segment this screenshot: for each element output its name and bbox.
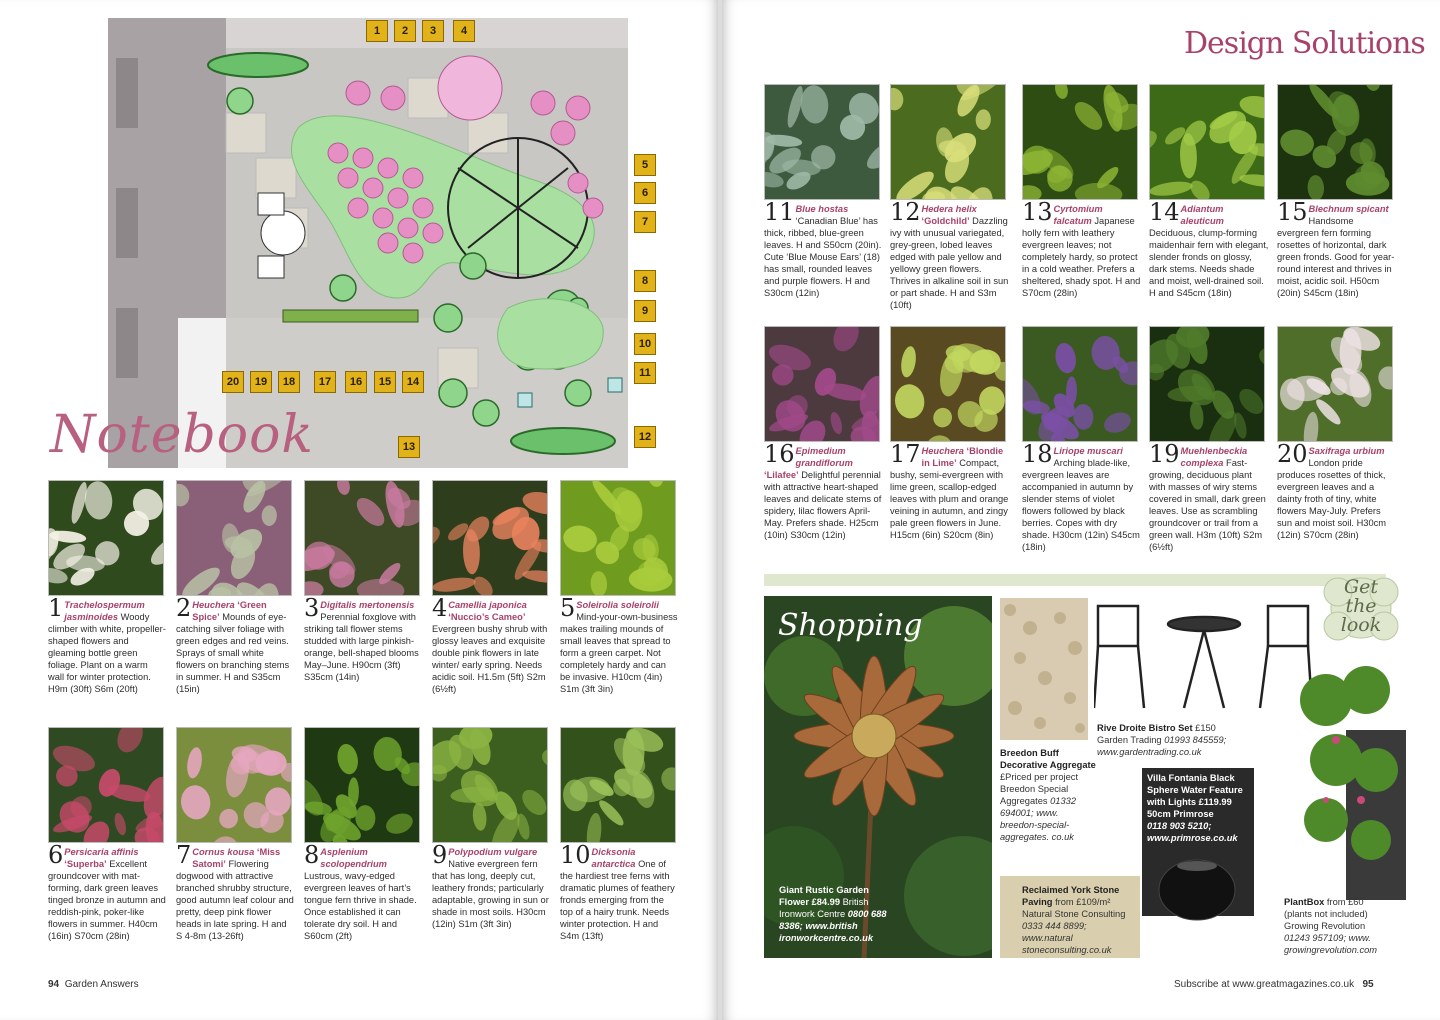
plan-marker: 15 — [374, 371, 396, 393]
plant-photo-art — [561, 728, 676, 843]
plant-latin-name: Cyrtomium falcatum — [1053, 204, 1103, 226]
product-caption-aggregate — [1000, 747, 1096, 843]
plant-photo-art — [433, 481, 548, 596]
plant-photo-art — [765, 85, 880, 200]
plant-latin-name: Blechnum spicant — [1308, 204, 1389, 214]
section-title-design-solutions: Design Solutions — [1184, 26, 1425, 61]
plant-number: 5 — [560, 594, 576, 622]
plant-photo-art — [49, 728, 164, 843]
plant-number: 1 — [48, 594, 64, 622]
plant-photo — [560, 727, 676, 843]
plant-latin-name: Soleirolia soleirolii — [576, 600, 659, 610]
plant-card — [890, 84, 1010, 311]
plant-number: 11 — [764, 198, 795, 226]
page-number: 95 — [1362, 979, 1374, 990]
plant-description — [1149, 198, 1269, 299]
plant-details: Fast-growing, deciduous plant with masses of wiry stems covered in small, dark green leaves. Use as scrambling groundcover or trail from a green wall. H3m (10ft) S2m (6½ft) — [1149, 458, 1266, 552]
product-name: PlantBox — [1284, 897, 1325, 907]
plant-photo — [1149, 84, 1265, 200]
right-page — [722, 0, 1440, 1020]
plant-photo-art — [1278, 327, 1393, 442]
plant-description — [1277, 440, 1397, 541]
plant-number: 16 — [764, 440, 795, 468]
plant-photo — [304, 727, 420, 843]
plan-marker: 18 — [278, 371, 300, 393]
plant-description — [1022, 440, 1142, 553]
product-contact: 0333 444 8899; www.natural stoneconsulting.co.uk — [1022, 921, 1112, 955]
plant-photo — [890, 326, 1006, 442]
plant-details: Mounds of eye-catching silver foliage with green edges and red veins. Sprays of small white flowers on branching stems in summer. H and S35cm (15in) — [176, 612, 290, 694]
plant-photo-art — [765, 327, 880, 442]
plant-card — [432, 480, 550, 695]
plant-details: Handsome evergreen fern forming rosettes of horizontal, dark green fronds. Good for year-round interest and thrives in moist, acidic soil. H50cm (20in) S45cm (18in) — [1277, 216, 1395, 298]
get-the-look-badge — [1320, 568, 1402, 648]
product-price: £Priced per project — [1000, 772, 1079, 782]
product-name: Villa Fontania Black Sphere Water Feature with Lights — [1147, 773, 1243, 807]
plant-cultivar: ‘Goldchild’ — [921, 216, 970, 226]
plant-number: 4 — [432, 594, 448, 622]
plant-photo — [560, 480, 676, 596]
plant-photo-art — [1150, 85, 1265, 200]
plant-card — [890, 326, 1010, 541]
plan-marker: 2 — [394, 20, 416, 42]
plant-number: 18 — [1022, 440, 1053, 468]
plan-marker: 10 — [634, 333, 656, 355]
plant-card — [1277, 326, 1397, 541]
plant-description — [1022, 198, 1142, 299]
plant-cultivar: ‘Miss Satomi’ — [192, 847, 281, 869]
plan-marker: 17 — [314, 371, 336, 393]
plant-latin-name: Saxifraga urbium — [1308, 446, 1385, 456]
plant-description — [560, 841, 678, 942]
product-supplier: British Ironwork Centre — [779, 897, 869, 919]
plant-details: Arching blade-like, evergreen leaves are accompanied in autumn by slender stems of violet flowers followed by black berries. Copes with dry shade. H30cm (12in) S45cm (18in) — [1022, 458, 1140, 552]
plant-details: Native evergreen fern that has long, deeply cut, leathery fronds; particularly adaptable, growing in sun or shade in most soils. H30cm (12in) S1m (3ft 3in) — [432, 859, 549, 929]
product-price: from £60 — [1326, 897, 1364, 907]
plant-photo — [764, 326, 880, 442]
plant-cultivar: ‘Lilafee’ — [764, 470, 799, 480]
plant-photo-art — [433, 728, 548, 843]
plant-description — [764, 440, 884, 541]
product-supplier: Natural Stone Consulting — [1022, 909, 1126, 919]
plant-details: Compact, bushy, semi-evergreen with lime green, scallop-edged leaves with plum and orange veining in autumn, and zingy pale green flowers in June. H15cm (6in) S20cm (8in) — [890, 458, 1009, 540]
product-caption-plantbox — [1284, 896, 1384, 956]
plan-marker: 14 — [402, 371, 424, 393]
plant-latin-name: Adiantum aleuticum — [1180, 204, 1224, 226]
plant-latin-name: Polypodium vulgare — [448, 847, 538, 857]
product-name: Giant Rustic Garden Flower — [779, 885, 869, 907]
plant-number: 3 — [304, 594, 320, 622]
product-contact: 0800 688 8386; www.british ironworkcentre.co.uk — [779, 909, 887, 943]
sphere-illustration — [1152, 852, 1242, 922]
plan-marker: 13 — [398, 436, 420, 458]
plant-card — [304, 480, 422, 683]
plant-photo — [1022, 84, 1138, 200]
plant-latin-name: Asplenium scolopendrium — [320, 847, 387, 869]
plant-latin-name: Cornus kousa — [192, 847, 255, 857]
plant-photo-art — [1023, 327, 1138, 442]
plant-details: Perennial foxglove with striking tall flower stems studded with large pinkish-orange, bell-shaped blooms May–June. H90cm (3ft) S35cm (14in) — [304, 612, 419, 682]
left-page — [0, 0, 718, 1020]
plant-photo — [1277, 326, 1393, 442]
product-name: Rive Droite Bistro Set — [1097, 723, 1193, 733]
product-supplier: (plants not included) Growing Revolution — [1284, 909, 1368, 931]
plant-description — [432, 594, 550, 695]
product-name: Reclaimed York Stone Paving — [1022, 885, 1120, 907]
plant-details: Flowering dogwood with attractive branched shrubby structure, good autumn leaf colour and pretty, deep pink flower heads in late spring. H and S 4-8m (13-26ft) — [176, 859, 294, 941]
product-contact: 01243 957109; www. growingrevolution.com — [1284, 933, 1378, 955]
plant-photo — [432, 727, 548, 843]
product-caption-flower — [779, 884, 899, 944]
plant-description — [304, 841, 422, 942]
page-number: 94 — [48, 979, 60, 990]
plant-photo-art — [49, 481, 164, 596]
product-price: £84.99 — [811, 897, 840, 907]
plan-marker: 1 — [366, 20, 388, 42]
plant-description — [304, 594, 422, 683]
plan-marker: 6 — [634, 182, 656, 204]
plan-marker: 5 — [634, 154, 656, 176]
plant-photo-art — [305, 481, 420, 596]
product-name: Breedon Buff Decorative Aggregate — [1000, 748, 1096, 770]
plant-photo — [432, 480, 548, 596]
garden-plan-drawing — [108, 18, 628, 468]
product-supplier: Garden Trading — [1097, 735, 1165, 745]
plant-photo — [1022, 326, 1138, 442]
plan-marker: 8 — [634, 270, 656, 292]
plant-photo — [304, 480, 420, 596]
product-contact: 0118 903 5210; www.primrose.co.uk — [1147, 821, 1238, 843]
plant-latin-name: Hedera helix — [921, 204, 977, 214]
plant-latin-name: Persicaria affinis — [64, 847, 139, 857]
plant-details: Lustrous, wavy-edged evergreen leaves of hart’s tongue fern thrive in shade. Once established it can tolerate dry soil. H and S60cm (2ft) — [304, 871, 417, 941]
plant-description — [560, 594, 678, 695]
plant-card — [48, 480, 166, 695]
plant-latin-name: Dicksonia antarctica — [591, 847, 636, 869]
section-title-notebook: Notebook — [50, 405, 314, 465]
plant-photo — [176, 480, 292, 596]
plant-number: 17 — [890, 440, 921, 468]
plant-details: London pride produces rosettes of thick, evergreen leaves and a dainty froth of tiny, white flowers May-July. Prefers sun and moist soil. H30cm (12in) S70cm (28in) — [1277, 458, 1387, 540]
plant-cultivar: ‘Green Spice’ — [192, 600, 267, 622]
plant-description — [1277, 198, 1397, 299]
plant-description — [176, 841, 294, 942]
plant-photo-art — [177, 728, 292, 843]
plant-photo — [48, 727, 164, 843]
product-supplier: 50cm Primrose — [1147, 809, 1214, 819]
plant-latin-name: Digitalis mertonensis — [320, 600, 415, 610]
plant-photo-art — [891, 85, 1006, 200]
plant-details: Woody climber with white, propeller-shaped flowers and gleaming bottle green foliage. Plant on a warm wall for winter protection. H9m (30ft) S6m (20ft) — [48, 612, 166, 694]
plant-card — [1149, 326, 1269, 553]
plant-number: 7 — [176, 841, 192, 869]
plant-photo-art — [1023, 85, 1138, 200]
plant-description — [48, 841, 166, 942]
plant-number: 13 — [1022, 198, 1053, 226]
plant-card — [764, 84, 884, 299]
plant-number: 2 — [176, 594, 192, 622]
plant-details: One of the hardiest tree ferns with dramatic plumes of feathery fronds emerging from the top of a hairy trunk. Needs winter protection. H and S4m (13ft) — [560, 859, 675, 941]
page-folio — [48, 979, 139, 990]
plant-latin-name: Muehlenbeckia complexa — [1180, 446, 1248, 468]
plant-description — [48, 594, 166, 695]
plant-card — [48, 727, 166, 942]
product-caption-water-feature — [1147, 772, 1259, 844]
plant-card — [764, 326, 884, 541]
plan-marker: 9 — [634, 300, 656, 322]
plan-marker: 20 — [222, 371, 244, 393]
plant-photo — [1149, 326, 1265, 442]
plant-number: 9 — [432, 841, 448, 869]
plant-latin-name: Trachelospermum jasminoides — [64, 600, 145, 622]
plan-marker: 4 — [453, 20, 475, 42]
product-caption-bistro — [1097, 722, 1273, 758]
plant-photo-art — [1150, 327, 1265, 442]
shopping-feature-photo — [764, 596, 992, 958]
plant-description — [890, 198, 1010, 311]
plant-details: Deciduous, clump-forming maidenhair fern with elegant, slender fronds on glossy, dark stems. Needs shade and moist, well-drained soil. H and S45cm (18in) — [1149, 228, 1269, 298]
badge-word: Get — [1343, 576, 1379, 598]
gravel-texture — [1000, 598, 1088, 740]
subscribe-link[interactable]: Subscribe at www.greatmagazines.co.uk — [1174, 979, 1355, 990]
plant-card — [304, 727, 422, 942]
aggregate-photo — [1000, 598, 1088, 740]
plant-latin-name: Blue hostas — [795, 204, 849, 214]
plant-latin-name: Liriope muscari — [1053, 446, 1123, 456]
plan-marker: 3 — [422, 20, 444, 42]
plant-description — [432, 841, 550, 930]
plant-cultivar: ‘Blondie in Lime’ — [921, 446, 1004, 468]
plant-details: Delightful perennial with attractive heart-shaped leaves and delicate stems of spidery, lilac flowers April-May. Prefers shade. H25cm (10in) S30cm (12in) — [764, 470, 882, 540]
plant-card — [176, 727, 294, 942]
plant-photo-art — [561, 481, 676, 596]
plant-number: 6 — [48, 841, 64, 869]
plant-card — [432, 727, 550, 930]
plant-description — [176, 594, 294, 695]
plant-card — [176, 480, 294, 695]
badge-word: the — [1345, 595, 1377, 617]
product-caption-paving — [1022, 884, 1130, 956]
plant-card — [1149, 84, 1269, 299]
plant-photo-art — [177, 481, 292, 596]
product-supplier: Breedon Special Aggregates — [1000, 784, 1069, 806]
plant-latin-name: Heuchera — [192, 600, 235, 610]
plant-description — [890, 440, 1010, 541]
plan-marker: 16 — [345, 371, 367, 393]
plant-card — [1277, 84, 1397, 299]
plant-description — [764, 198, 884, 299]
plant-photo — [48, 480, 164, 596]
plant-number: 14 — [1149, 198, 1180, 226]
plantbox-illustration — [1266, 640, 1414, 900]
plant-description — [1149, 440, 1269, 553]
plant-photo — [890, 84, 1006, 200]
garden-plan — [108, 18, 628, 468]
plant-number: 10 — [560, 841, 591, 869]
plant-latin-name: Camellia japonica — [448, 600, 527, 610]
plan-marker: 19 — [250, 371, 272, 393]
plan-marker: 11 — [634, 362, 656, 384]
plant-details: Evergreen bushy shrub with glossy leaves and exquisite double pink flowers in late winter/ early spring. Needs acidic soil. H1.5m (5ft) S2m (6½ft) — [432, 624, 548, 694]
plant-photo-art — [305, 728, 420, 843]
magazine-name: Garden Answers — [64, 979, 139, 990]
plan-marker: 7 — [634, 211, 656, 233]
plant-number: 20 — [1277, 440, 1308, 468]
badge-word: look — [1340, 614, 1382, 636]
plant-details: Dazzling ivy with unusual variegated, grey-green, lobed leaves edged with pale yellow and yellowy green flowers. Thrives in alkaline soil in sun or part shade. H and S3m (10ft) — [890, 216, 1009, 310]
plant-number: 12 — [890, 198, 921, 226]
plant-card — [1022, 326, 1142, 553]
section-divider — [764, 574, 1386, 586]
plant-photo — [1277, 84, 1393, 200]
plant-details: Mind-your-own-business makes trailing mounds of small leaves that spread to form a green carpet. Not completely hardy and can be invasive. H10cm (4in) S1m (3ft 3in) — [560, 612, 678, 694]
product-price: from £109/m² — [1055, 897, 1111, 907]
plant-photo — [176, 727, 292, 843]
product-price: £150 — [1195, 723, 1216, 733]
plant-number: 15 — [1277, 198, 1308, 226]
plan-marker: 12 — [634, 426, 656, 448]
page-folio — [1174, 979, 1374, 990]
plant-latin-name: Epimedium grandiflorum — [795, 446, 853, 468]
plant-details: Excellent groundcover with mat-forming, dark green leaves tinged bronze in autumn and reddish-pink, poker-like flowers in summer. H40cm (16in) S70cm (28in) — [48, 859, 166, 941]
plant-number: 19 — [1149, 440, 1180, 468]
shopping-title: Shopping — [778, 608, 923, 643]
plant-photo — [764, 84, 880, 200]
plant-card — [560, 727, 678, 942]
plant-card — [1022, 84, 1142, 299]
plant-details: ‘Canadian Blue’ has thick, ribbed, blue-green leaves. H and S50cm (20in). Cute ‘Blue Mouse Ears’ (18) has small, rounded leaves and purple flowers. H and S30cm (12in) — [764, 216, 882, 298]
plant-photo-art — [1278, 85, 1393, 200]
plant-details: Japanese holly fern with leathery evergreen leaves; not completely hardy, so protect in a cold weather. Prefers a sheltered, shady spot. H and S70cm (28in) — [1022, 216, 1141, 298]
plant-cultivar: ‘Nuccio’s Cameo’ — [448, 612, 526, 622]
product-price: £119.99 — [1198, 797, 1232, 807]
plant-cultivar: ‘Superba’ — [64, 859, 107, 869]
product-contact: 01993 845559; www.gardentrading.co.uk — [1097, 735, 1227, 757]
plant-card — [560, 480, 678, 695]
plant-number: 8 — [304, 841, 320, 869]
plant-photo-art — [891, 327, 1006, 442]
product-contact: 01332 694001; www. breedon-special-aggregates. co.uk — [1000, 796, 1076, 842]
plant-latin-name: Heuchera — [921, 446, 964, 456]
